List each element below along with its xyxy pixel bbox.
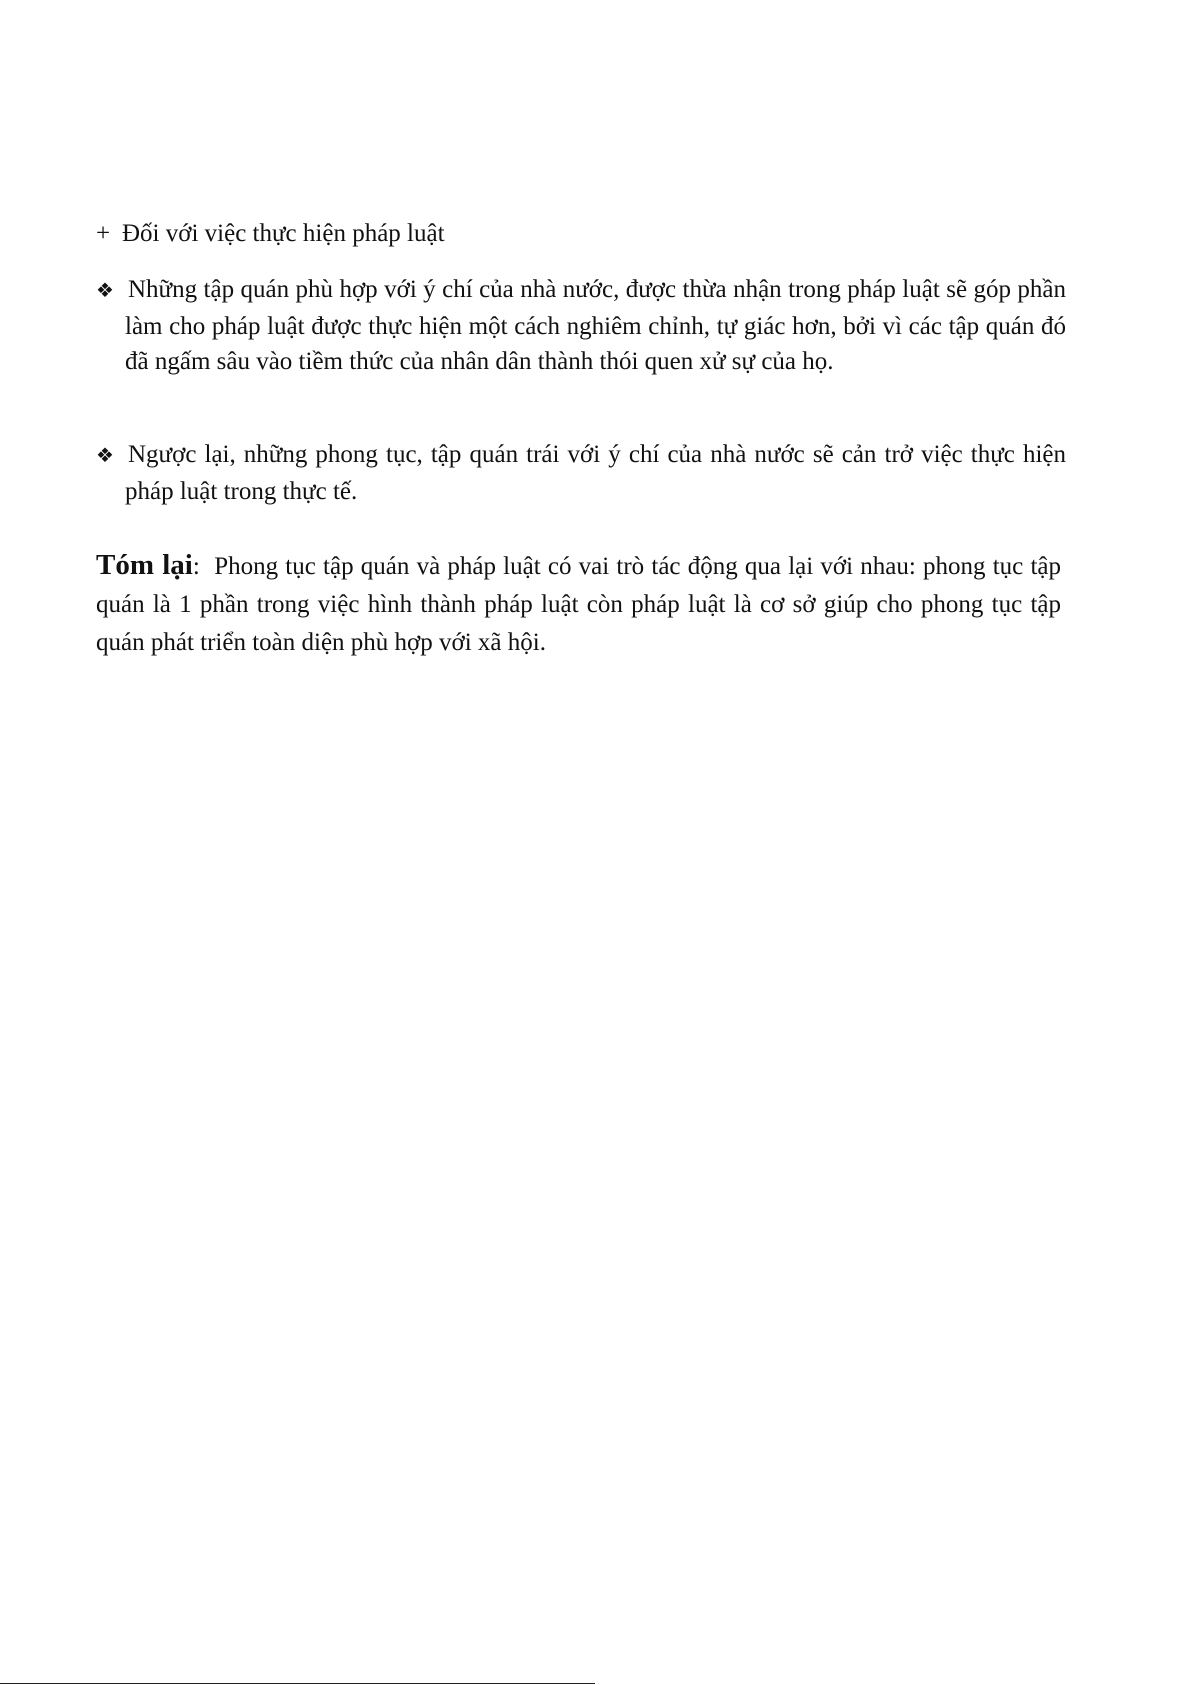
diamond-bullet-icon: ❖ <box>96 443 114 467</box>
summary-separator: : <box>192 553 200 580</box>
section-heading <box>96 216 445 252</box>
summary-label: Tóm lại <box>96 549 193 581</box>
section-heading-text: Đối với việc thực hiện pháp luật <box>122 220 445 247</box>
diamond-bullet-icon: ❖ <box>96 278 114 302</box>
plus-marker: + <box>96 220 111 247</box>
summary-text: Phong tục tập quán và pháp luật có vai trò tác động qua lại với nhau: phong tục tập quán là 1 phần trong việc hình thành pháp luật còn pháp luật là cơ sở giúp cho phong tục tập quán phát triển toàn diện phù hợp với xã hội. <box>96 553 1062 656</box>
bullet-paragraph <box>96 272 1066 380</box>
summary-paragraph <box>96 546 1061 662</box>
bullet-paragraph <box>96 437 1066 509</box>
bullet-paragraph-text: Ngược lại, những phong tục, tập quán trái với ý chí của nhà nước sẽ cản trở việc thực hiện pháp luật trong thực tế. <box>125 441 1066 505</box>
footnote-divider <box>0 1683 595 1684</box>
bullet-paragraph-text: Những tập quán phù hợp với ý chí của nhà nước, được thừa nhận trong pháp luật sẽ góp phần làm cho pháp luật được thực hiện một cách nghiêm chỉnh, tự giác hơn, bởi vì các tập quán đó đã ngấm sâu vào tiềm thức của nhân dân thành thói quen xử sự của họ. <box>125 276 1066 375</box>
